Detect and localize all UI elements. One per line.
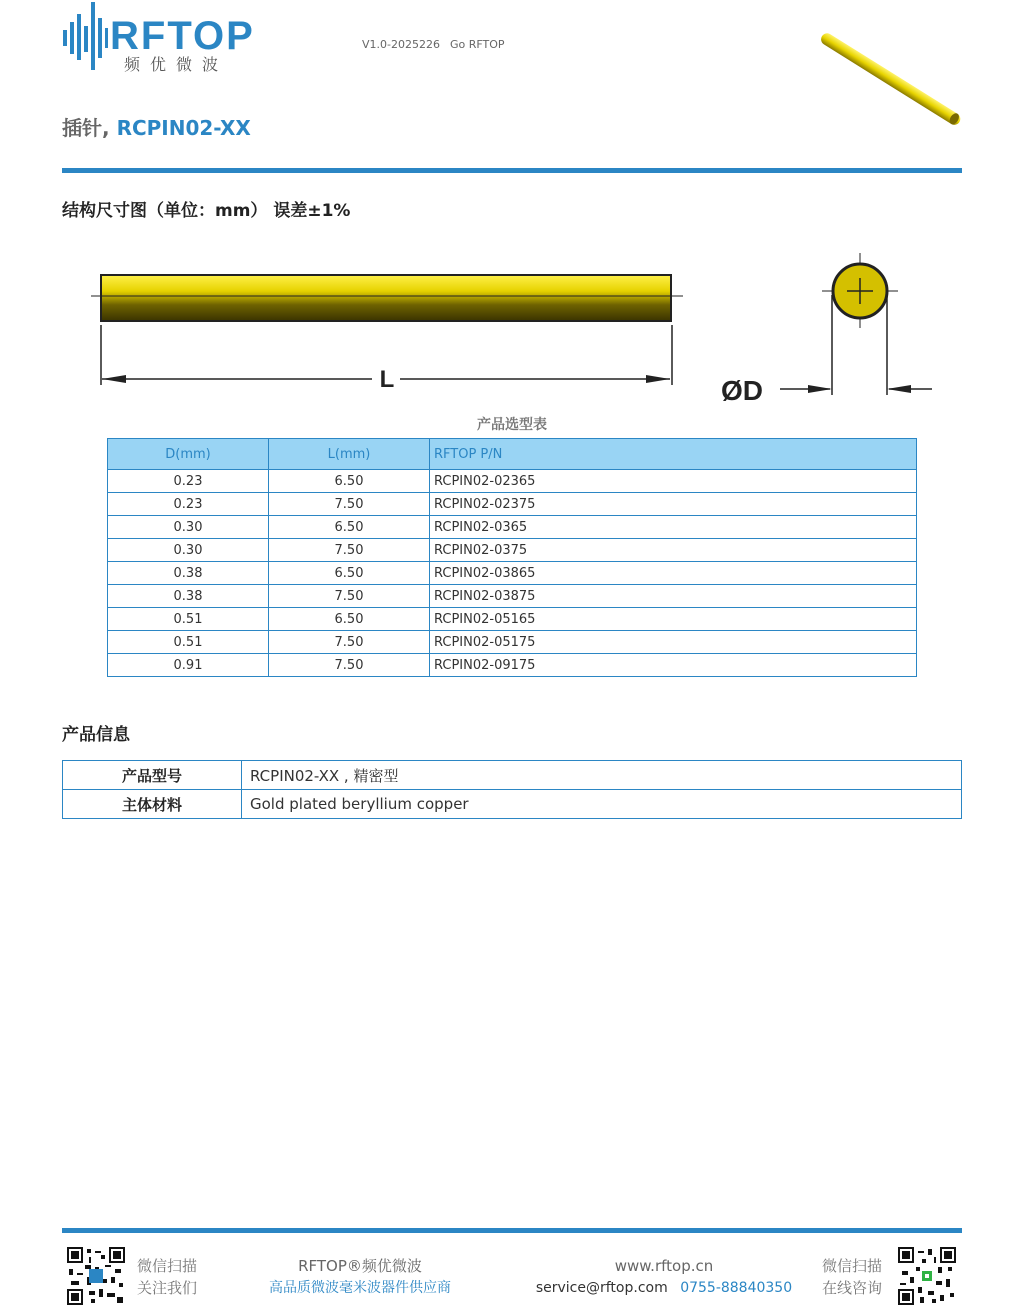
header-part-number: RFTOP P/N <box>430 439 917 470</box>
logo-waveform-icon <box>62 0 110 75</box>
dimension-drawing <box>90 240 950 420</box>
title-chinese: 插针, <box>62 116 117 140</box>
cell-diameter: 0.23 <box>108 470 269 493</box>
title-part-number: RCPIN02-XX <box>116 116 251 140</box>
table-row <box>108 516 917 539</box>
footer-brand-block <box>240 1255 480 1299</box>
table-row <box>108 608 917 631</box>
table-row <box>108 654 917 677</box>
table-row <box>108 631 917 654</box>
info-value: Gold plated beryllium copper <box>242 790 962 819</box>
footer-brand: RFTOP®频优微波 <box>298 1257 422 1275</box>
cell-length: 6.50 <box>269 516 430 539</box>
logo-chinese-name: 频优微波 <box>124 55 229 74</box>
cell-length: 7.50 <box>269 493 430 516</box>
cell-part-number: RCPIN02-03875 <box>430 585 917 608</box>
cell-length: 7.50 <box>269 654 430 677</box>
cell-part-number: RCPIN02-05175 <box>430 631 917 654</box>
cell-part-number: RCPIN02-0375 <box>430 539 917 562</box>
page-title <box>62 112 251 141</box>
title-divider <box>62 168 962 173</box>
footer-consult-line2: 在线咨询 <box>822 1279 883 1297</box>
header-diameter: D(mm) <box>108 439 269 470</box>
footer-follow-line1: 微信扫描 <box>137 1257 198 1275</box>
info-key: 主体材料 <box>63 790 242 819</box>
cell-diameter: 0.30 <box>108 516 269 539</box>
wechat-consult-qr-code[interactable] <box>898 1247 956 1305</box>
info-value: RCPIN02-XX , 精密型 <box>242 761 962 790</box>
logo-wordmark: RFTOP <box>110 14 255 58</box>
footer-divider <box>62 1228 962 1233</box>
cell-length: 6.50 <box>269 608 430 631</box>
product-pin-image <box>812 28 967 128</box>
info-row-model <box>63 761 962 790</box>
table-row <box>108 493 917 516</box>
table-row <box>108 470 917 493</box>
table-row <box>108 585 917 608</box>
cell-diameter: 0.51 <box>108 631 269 654</box>
cell-length: 6.50 <box>269 562 430 585</box>
cell-length: 6.50 <box>269 470 430 493</box>
length-label: L <box>379 366 395 393</box>
version-number: V1.0-2025226 <box>362 38 440 51</box>
footer-contact-block <box>530 1255 798 1299</box>
footer-follow-line2: 关注我们 <box>137 1279 198 1297</box>
diameter-label: ØD <box>721 375 763 406</box>
product-info-table <box>62 760 962 819</box>
footer-follow-text <box>137 1255 197 1299</box>
cell-part-number: RCPIN02-03865 <box>430 562 917 585</box>
cell-diameter: 0.38 <box>108 585 269 608</box>
cell-diameter: 0.30 <box>108 539 269 562</box>
product-info-heading: 产品信息 <box>62 725 130 745</box>
header-length: L(mm) <box>269 439 430 470</box>
footer-consult-line1: 微信扫描 <box>822 1257 883 1275</box>
cell-length: 7.50 <box>269 631 430 654</box>
rftop-logo <box>62 0 267 75</box>
cell-diameter: 0.51 <box>108 608 269 631</box>
cell-part-number: RCPIN02-02365 <box>430 470 917 493</box>
table-header-row <box>108 439 917 470</box>
cell-diameter: 0.91 <box>108 654 269 677</box>
table-row <box>108 539 917 562</box>
selection-table-caption: 产品选型表 <box>477 417 547 433</box>
footer-tagline: 高品质微波毫米波器件供应商 <box>269 1280 451 1296</box>
footer-phone: 0755-88840350 <box>680 1280 793 1296</box>
table-row <box>108 562 917 585</box>
cell-diameter: 0.38 <box>108 562 269 585</box>
footer-website-link[interactable]: www.rftop.cn <box>614 1257 714 1275</box>
footer-consult-text <box>822 1255 882 1299</box>
cell-part-number: RCPIN02-0365 <box>430 516 917 539</box>
cell-length: 7.50 <box>269 585 430 608</box>
brand-slogan: Go RFTOP <box>449 38 505 51</box>
cell-length: 7.50 <box>269 539 430 562</box>
footer-email-link[interactable]: service@rftop.com <box>535 1280 668 1296</box>
wechat-follow-qr-code[interactable] <box>67 1247 125 1305</box>
selection-table <box>107 438 917 677</box>
cell-part-number: RCPIN02-02375 <box>430 493 917 516</box>
cell-part-number: RCPIN02-09175 <box>430 654 917 677</box>
drawing-heading: 结构尺寸图（单位：mm） 误差±1% <box>62 201 351 221</box>
version-info <box>362 38 505 51</box>
cell-diameter: 0.23 <box>108 493 269 516</box>
cell-part-number: RCPIN02-05165 <box>430 608 917 631</box>
info-key: 产品型号 <box>63 761 242 790</box>
pin-side-view <box>91 275 683 321</box>
info-row-material <box>63 790 962 819</box>
